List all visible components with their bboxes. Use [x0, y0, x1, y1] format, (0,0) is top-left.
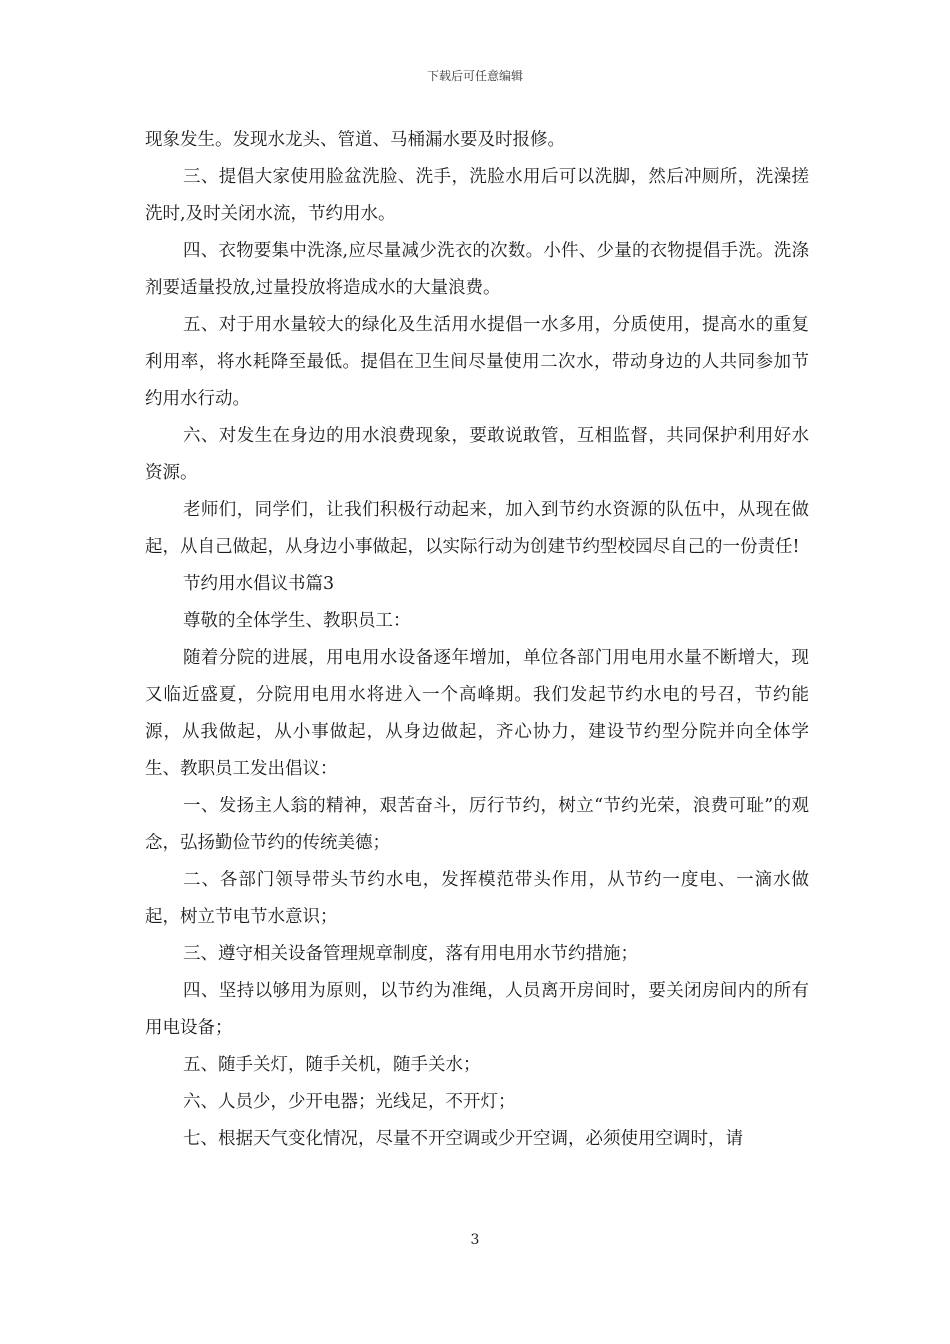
paragraph: 五、随手关灯，随手关机，随手关水； — [183, 1055, 481, 1075]
paragraph: 三、遵守相关设备管理规章制度，落有用电用水节约措施； — [183, 944, 638, 964]
paragraph: 随着分院的进展，用电用水设备逐年增加，单位各部门用电用水量不断增大，现又临近盛夏，分院用电用水将进入一个高峰期。我们发起节约水电的号召，节约能源，从我做起，从小事做起，从身边做起，齐心协力，建设节约型分院并向全体学生、教职员工发出倡议： — [145, 648, 809, 779]
paragraph: 四、衣物要集中洗涤,应尽量减少洗衣的次数。小件、少量的衣物提倡手洗。洗涤剂要适量投放,过量投放将造成水的大量浪费。 — [145, 241, 809, 298]
salutation: 尊敬的全体学生、教职员工： — [183, 611, 411, 631]
paragraph: 二、各部门领导带头节约水电，发挥模范带头作用，从节约一度电、一滴水做起，树立节电节水意识； — [145, 870, 809, 927]
paragraph: 六、人员少，少开电器；光线足，不开灯； — [183, 1092, 516, 1112]
section-title: 节约用水倡议书篇3 — [183, 574, 335, 594]
paragraph: 现象发生。发现水龙头、管道、马桶漏水要及时报修。 — [145, 130, 565, 150]
document-body — [145, 122, 809, 1158]
paragraph: 四、坚持以够用为原则，以节约为准绳，人员离开房间时，要关闭房间内的所有用电设备； — [145, 981, 809, 1038]
paragraph: 一、发扬主人翁的精神，艰苦奋斗，厉行节约，树立“节约光荣，浪费可耻”的观念，弘扬勤俭节约的传统美德； — [145, 796, 809, 853]
paragraph: 六、对发生在身边的用水浪费现象，要敢说敢管，互相监督，共同保护利用好水资源。 — [145, 426, 809, 483]
page-header: 下载后可任意编辑 — [426, 69, 523, 83]
paragraph: 老师们，同学们，让我们积极行动起来，加入到节约水资源的队伍中，从现在做起，从自己做起，从身边小事做起，以实际行动为创建节约型校园尽自己的一份责任! — [145, 500, 809, 557]
paragraph: 七、根据天气变化情况，尽量不开空调或少开空调，必须使用空调时，请 — [183, 1129, 743, 1149]
paragraph: 三、提倡大家使用脸盆洗脸、洗手，洗脸水用后可以洗脚，然后冲厕所，洗澡搓洗时,及时关闭水流，节约用水。 — [145, 167, 809, 224]
paragraph: 五、对于用水量较大的绿化及生活用水提倡一水多用，分质使用，提高水的重复利用率，将水耗降至最低。提倡在卫生间尽量使用二次水，带动身边的人共同参加节约用水行动。 — [145, 315, 809, 409]
page-number: 3 — [470, 1232, 480, 1248]
